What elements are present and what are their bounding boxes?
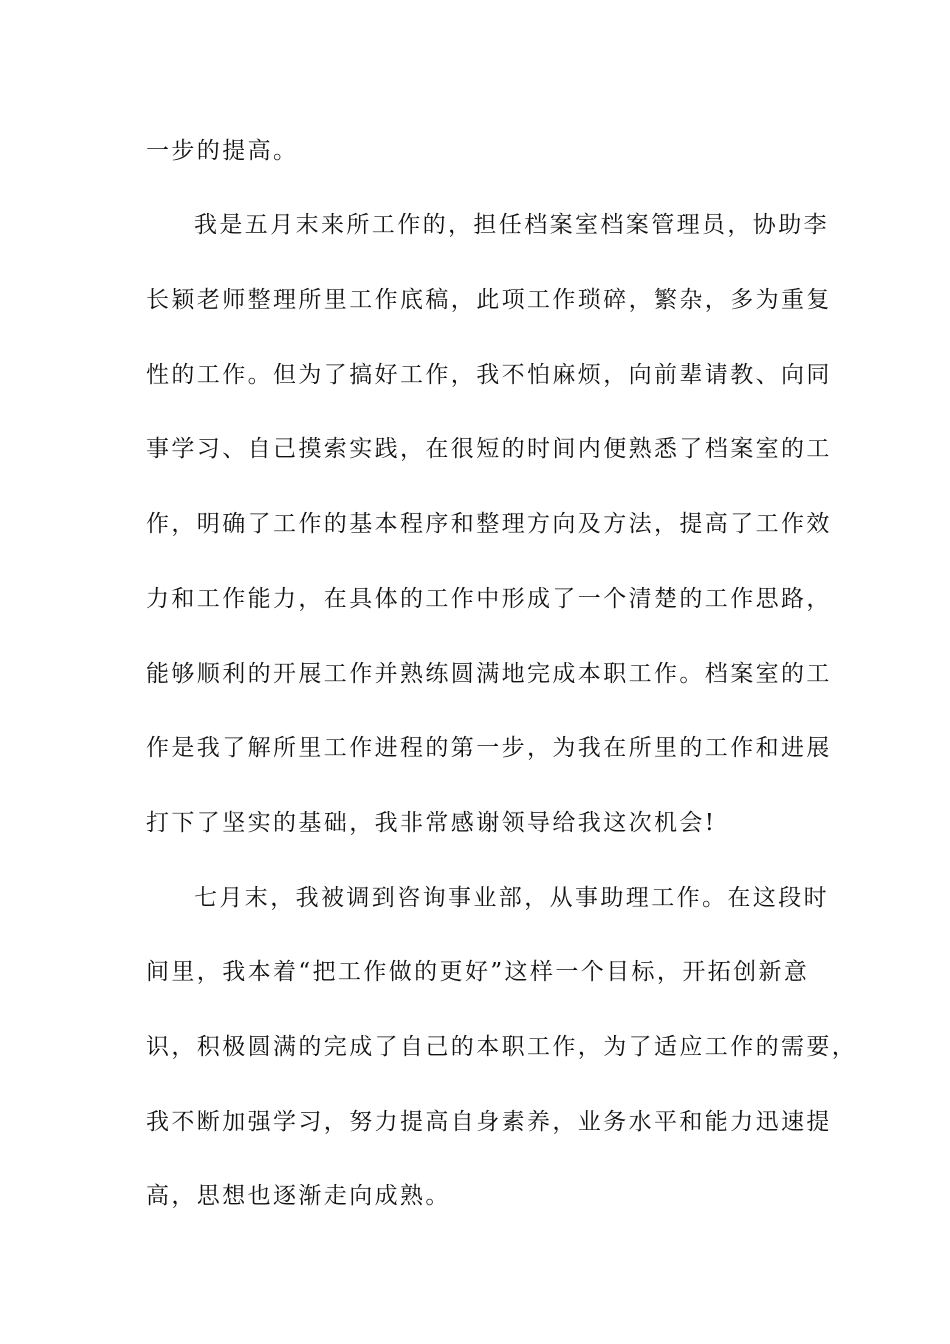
text-line: 事学习、自己摸索实践，在很短的时间内便熟悉了档案室的工 <box>146 436 832 462</box>
text-line: 打下了坚实的基础，我非常感谢领导给我这次机会! <box>146 810 717 836</box>
paragraph-first-line: 七月末，我被调到咨询事业部，从事助理工作。在这段时 <box>194 885 829 911</box>
paragraph-first-line: 我是五月末来所工作的，担任档案室档案管理员，协助李 <box>194 212 829 238</box>
text-line: 性的工作。但为了搞好工作，我不怕麻烦，向前辈请教、向同 <box>146 362 832 388</box>
text-line: 我不断加强学习，努力提高自身素养，业务水平和能力迅速提 <box>146 1109 832 1135</box>
text-line: 识，积极圆满的完成了自己的本职工作，为了适应工作的需要， <box>146 1034 858 1060</box>
text-line: 能够顺利的开展工作并熟练圆满地完成本职工作。档案室的工 <box>146 661 832 687</box>
text-line: 作是我了解所里工作进程的第一步，为我在所里的工作和进展 <box>146 735 832 761</box>
text-line: 一步的提高。 <box>146 138 299 164</box>
text-line: 长颖老师整理所里工作底稿，此项工作琐碎，繁杂，多为重复 <box>146 287 832 313</box>
text-line: 间里，我本着“把工作做的更好”这样一个目标，开拓创新意 <box>146 959 810 985</box>
text-line: 力和工作能力，在具体的工作中形成了一个清楚的工作思路， <box>146 586 832 612</box>
text-line: 高，思想也逐渐走向成熟。 <box>146 1183 451 1209</box>
text-line: 作，明确了工作的基本程序和整理方向及方法，提高了工作效 <box>146 511 832 537</box>
